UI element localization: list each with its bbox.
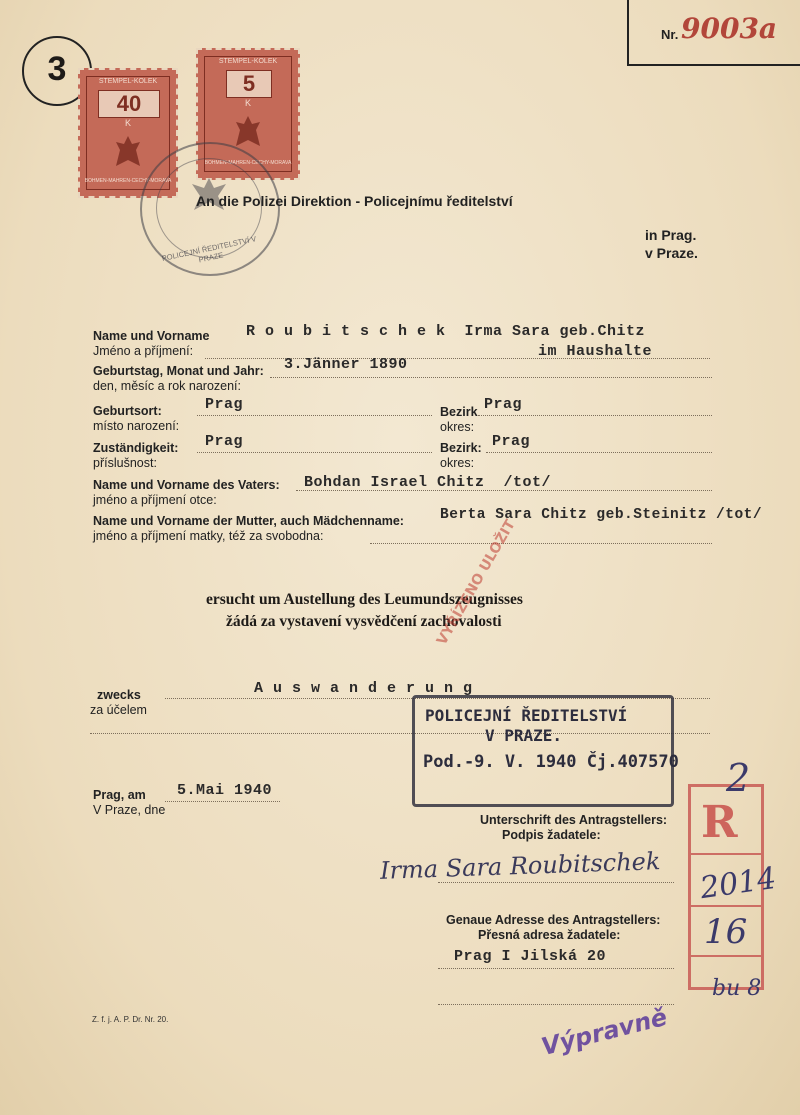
- signature: Irma Sara Roubitschek: [379, 847, 661, 885]
- place-date-value: 5.Mai 1940: [177, 782, 273, 799]
- tax-stamp-40-header: STEMPEL-KOLEK: [98, 78, 158, 85]
- violet-dispatch-stamp: Výpravně: [538, 1002, 670, 1062]
- name-value: R o u b i t s c h e k Irma Sara geb.Chitz: [246, 323, 646, 340]
- jurisdiction-label-cz: příslušnost:: [93, 456, 157, 470]
- round-police-stamp: [140, 142, 280, 276]
- request-text-de: ersucht um Austellung des Leumundszeugnisses: [206, 591, 523, 608]
- document-number-box: [627, 0, 800, 66]
- birthplace-district-label-de: Bezirk: [440, 405, 478, 419]
- birthdate-label-cz: den, měsíc a rok narození:: [93, 379, 241, 393]
- signature-label-cz: Podpis žadatele:: [502, 828, 601, 842]
- jurisdiction-district-label-de: Bezirk:: [440, 441, 482, 455]
- tax-stamp-5-value: 5: [242, 71, 256, 96]
- purpose-value: A u s w a n d e r u n g: [254, 680, 473, 697]
- red-filed-stamp: VYŘÍZENO ULOŽIT: [434, 517, 519, 648]
- tax-stamp-40-value: 40: [116, 91, 142, 116]
- mother-value: Berta Sara Chitz geb.Steinitz /tot/: [440, 507, 763, 523]
- tax-stamp-5-header: STEMPEL-KOLEK: [218, 58, 278, 65]
- received-stamp-line2: V PRAZE.: [485, 726, 563, 745]
- father-label-cz: jméno a příjmení otce:: [93, 493, 217, 507]
- footer-print-code: Z. f. j. A. P. Dr. Nr. 20.: [92, 1015, 169, 1024]
- birthplace-label-de: Geburtsort:: [93, 404, 162, 418]
- registry-handwritten-1: 2: [726, 756, 751, 800]
- purpose-label-cz: za účelem: [90, 703, 147, 717]
- city-czech: v Praze.: [645, 245, 698, 261]
- birthdate-value: 3.Jänner 1890: [284, 356, 408, 373]
- document-number-prefix: Nr.: [661, 27, 679, 42]
- registry-letter: R: [701, 797, 738, 848]
- registry-handwritten-3: 16: [704, 912, 748, 952]
- jurisdiction-district-value: Prag: [492, 433, 531, 450]
- signature-label-de: Unterschrift des Antragstellers:: [480, 813, 668, 827]
- mother-label-cz: jméno a příjmení matky, též za svobodna:: [93, 529, 324, 543]
- city-german: in Prag.: [645, 227, 697, 243]
- jurisdiction-value: Prag: [205, 433, 244, 450]
- tax-stamp-5-side-text: BÖHMEN-MÄHREN-ČECHY-MORAVA: [204, 160, 292, 166]
- place-date-label-de: Prag, am: [93, 788, 146, 802]
- address-value: Prag I Jilská 20: [454, 948, 607, 965]
- received-stamp-line1: POLICEJNÍ ŘEDITELSTVÍ: [425, 706, 628, 725]
- received-stamp: [412, 695, 679, 807]
- tax-stamp-40-unit: K: [124, 118, 131, 128]
- document-number-value: 9003a: [681, 12, 778, 45]
- tax-stamp-40-side-text: BÖHMEN-MÄHREN-ČECHY-MORAVA: [84, 178, 172, 184]
- jurisdiction-label-de: Zuständigkeit:: [93, 441, 179, 455]
- authority-address: An die Polizei Direktion - Policejnímu ředitelství: [196, 193, 513, 209]
- father-value: Bohdan Israel Chitz /tot/: [304, 474, 552, 491]
- birthdate-label-de: Geburtstag, Monat und Jahr:: [93, 364, 264, 378]
- birthplace-value: Prag: [205, 396, 244, 413]
- request-text-cz: žádá za vystavení vysvědčení zachovalosti: [226, 613, 502, 630]
- place-date-label-cz: V Praze, dne: [93, 803, 166, 817]
- birthplace-district-value: Prag: [484, 396, 523, 413]
- address-label-cz: Přesná adresa žadatele:: [478, 928, 621, 942]
- name-label-de: Name und Vorname: [93, 329, 210, 343]
- name-label-cz: Jméno a příjmení:: [93, 344, 194, 358]
- mother-label-de: Name und Vorname der Mutter, auch Mädchenname:: [93, 514, 404, 528]
- round-stamp-text: POLICEJNÍ ŘEDITELSTVÍ V PRAZE: [161, 234, 258, 265]
- page-marker-number: 3: [47, 50, 67, 88]
- purpose-label-de: zwecks: [97, 688, 141, 702]
- name-extra: im Haushalte: [538, 343, 653, 360]
- lion-emblem-icon: [108, 132, 148, 172]
- birthplace-label-cz: místo narození:: [93, 419, 180, 433]
- received-stamp-line3: Pod.-9. V. 1940 Čj.407570: [423, 752, 679, 772]
- jurisdiction-district-label-cz: okres:: [440, 456, 475, 470]
- father-label-de: Name und Vorname des Vaters:: [93, 478, 280, 492]
- birthplace-district-label-cz: okres:: [440, 420, 475, 434]
- tax-stamp-5-unit: K: [244, 98, 251, 108]
- registry-handwritten-4: bu 8: [712, 976, 762, 1001]
- address-label-de: Genaue Adresse des Antragstellers:: [446, 913, 661, 927]
- registry-handwritten-2: 2014: [697, 860, 779, 907]
